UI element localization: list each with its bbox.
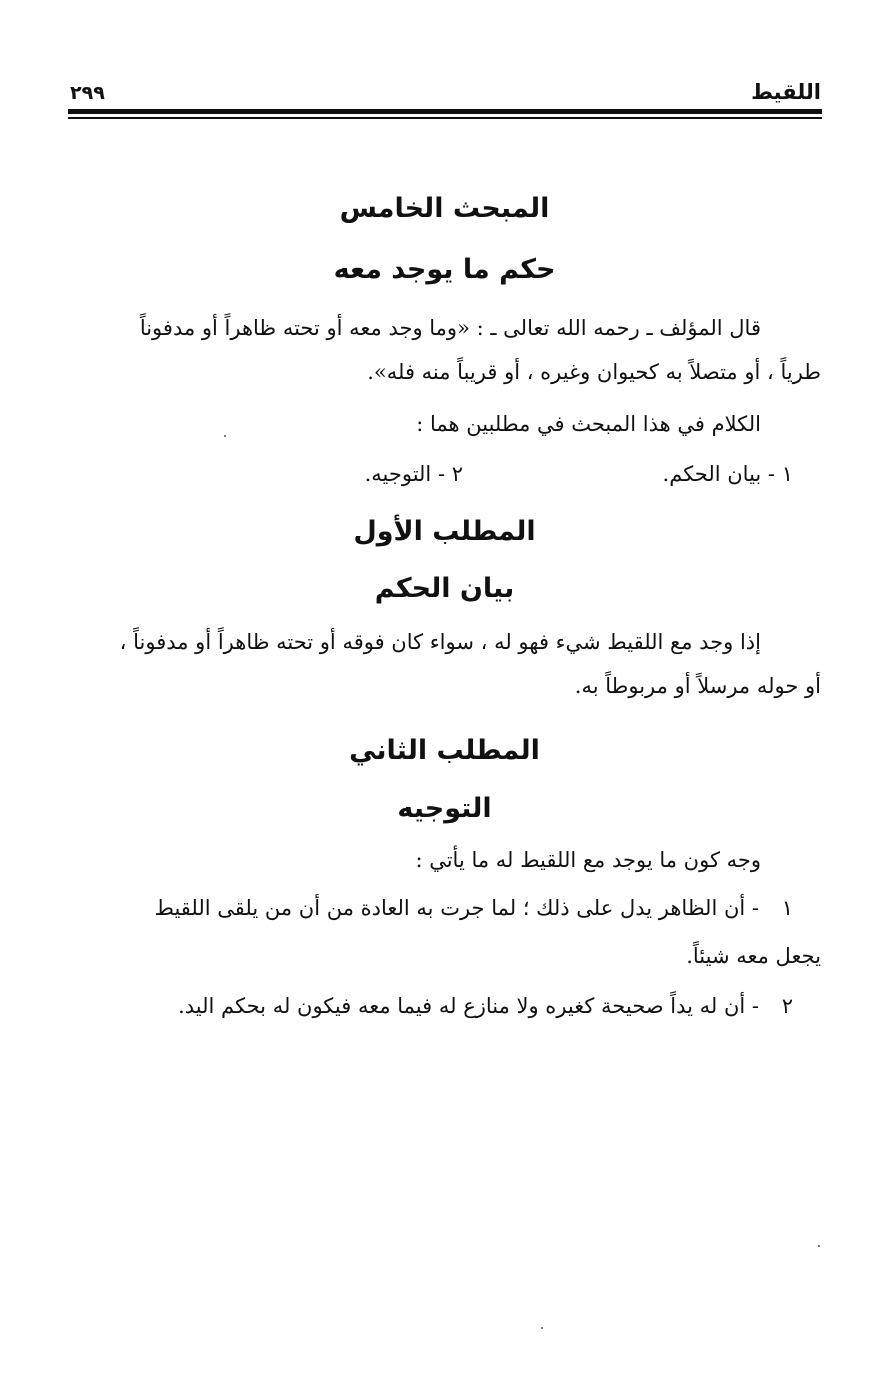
running-header bbox=[70, 74, 821, 104]
book-title: اللقيط bbox=[751, 80, 821, 104]
header-rule-thick bbox=[68, 109, 822, 114]
point-2-number: ٢ bbox=[781, 994, 793, 1018]
point-2-text: - أن له يداً صحيحة كغيره ولا منازع له فيما معه فيكون له بحكم اليد. bbox=[178, 994, 759, 1018]
section-subtitle: حكم ما يوجد معه bbox=[333, 254, 556, 285]
part1-line-2: أو حوله مرسلاً أو مربوطاً به. bbox=[574, 674, 821, 698]
outline-list bbox=[68, 452, 821, 496]
page-number: ٢٩٩ bbox=[70, 82, 105, 104]
part1-line-1: إذا وجد مع اللقيط شيء فهو له ، سواء كان فوقه أو تحته ظاهراً أو مدفوناً ، bbox=[119, 630, 761, 654]
outline-item-1: ١ - بيان الحكم. bbox=[662, 462, 793, 486]
part2-title: المطلب الثاني bbox=[349, 735, 540, 766]
part1-title: المطلب الأول bbox=[353, 516, 536, 547]
scan-speck bbox=[818, 1245, 820, 1247]
part1-subtitle: بيان الحكم bbox=[374, 573, 515, 604]
scan-speck bbox=[224, 435, 226, 437]
part2-intro: وجه كون ما يوجد مع اللقيط له ما يأتي : bbox=[415, 848, 761, 872]
point-1-line-1: - أن الظاهر يدل على ذلك ؛ لما جرت به العادة من أن من يلقى اللقيط bbox=[154, 896, 759, 920]
point-1-line-2: يجعل معه شيئاً. bbox=[686, 944, 821, 968]
part2-point-2 bbox=[68, 984, 821, 1028]
page-body bbox=[68, 182, 821, 1028]
quote-line-1: قال المؤلف ـ رحمه الله تعالى ـ : «وما وجد معه أو تحته ظاهراً أو مدفوناً bbox=[139, 316, 761, 340]
intro-paragraph: الكلام في هذا المبحث في مطلبين هما : bbox=[416, 412, 761, 436]
section-title: المبحث الخامس bbox=[339, 193, 550, 224]
quote-line-2: طرياً ، أو متصلاً به كحيوان وغيره ، أو قريباً منه فله». bbox=[367, 360, 821, 384]
part2-point-1 bbox=[68, 886, 821, 930]
part2-subtitle: التوجيه bbox=[397, 793, 492, 824]
outline-item-2: ٢ - التوجيه. bbox=[364, 462, 463, 486]
header-rule-thin bbox=[68, 117, 822, 119]
scan-speck bbox=[541, 1327, 543, 1329]
point-1-number: ١ bbox=[781, 896, 793, 920]
